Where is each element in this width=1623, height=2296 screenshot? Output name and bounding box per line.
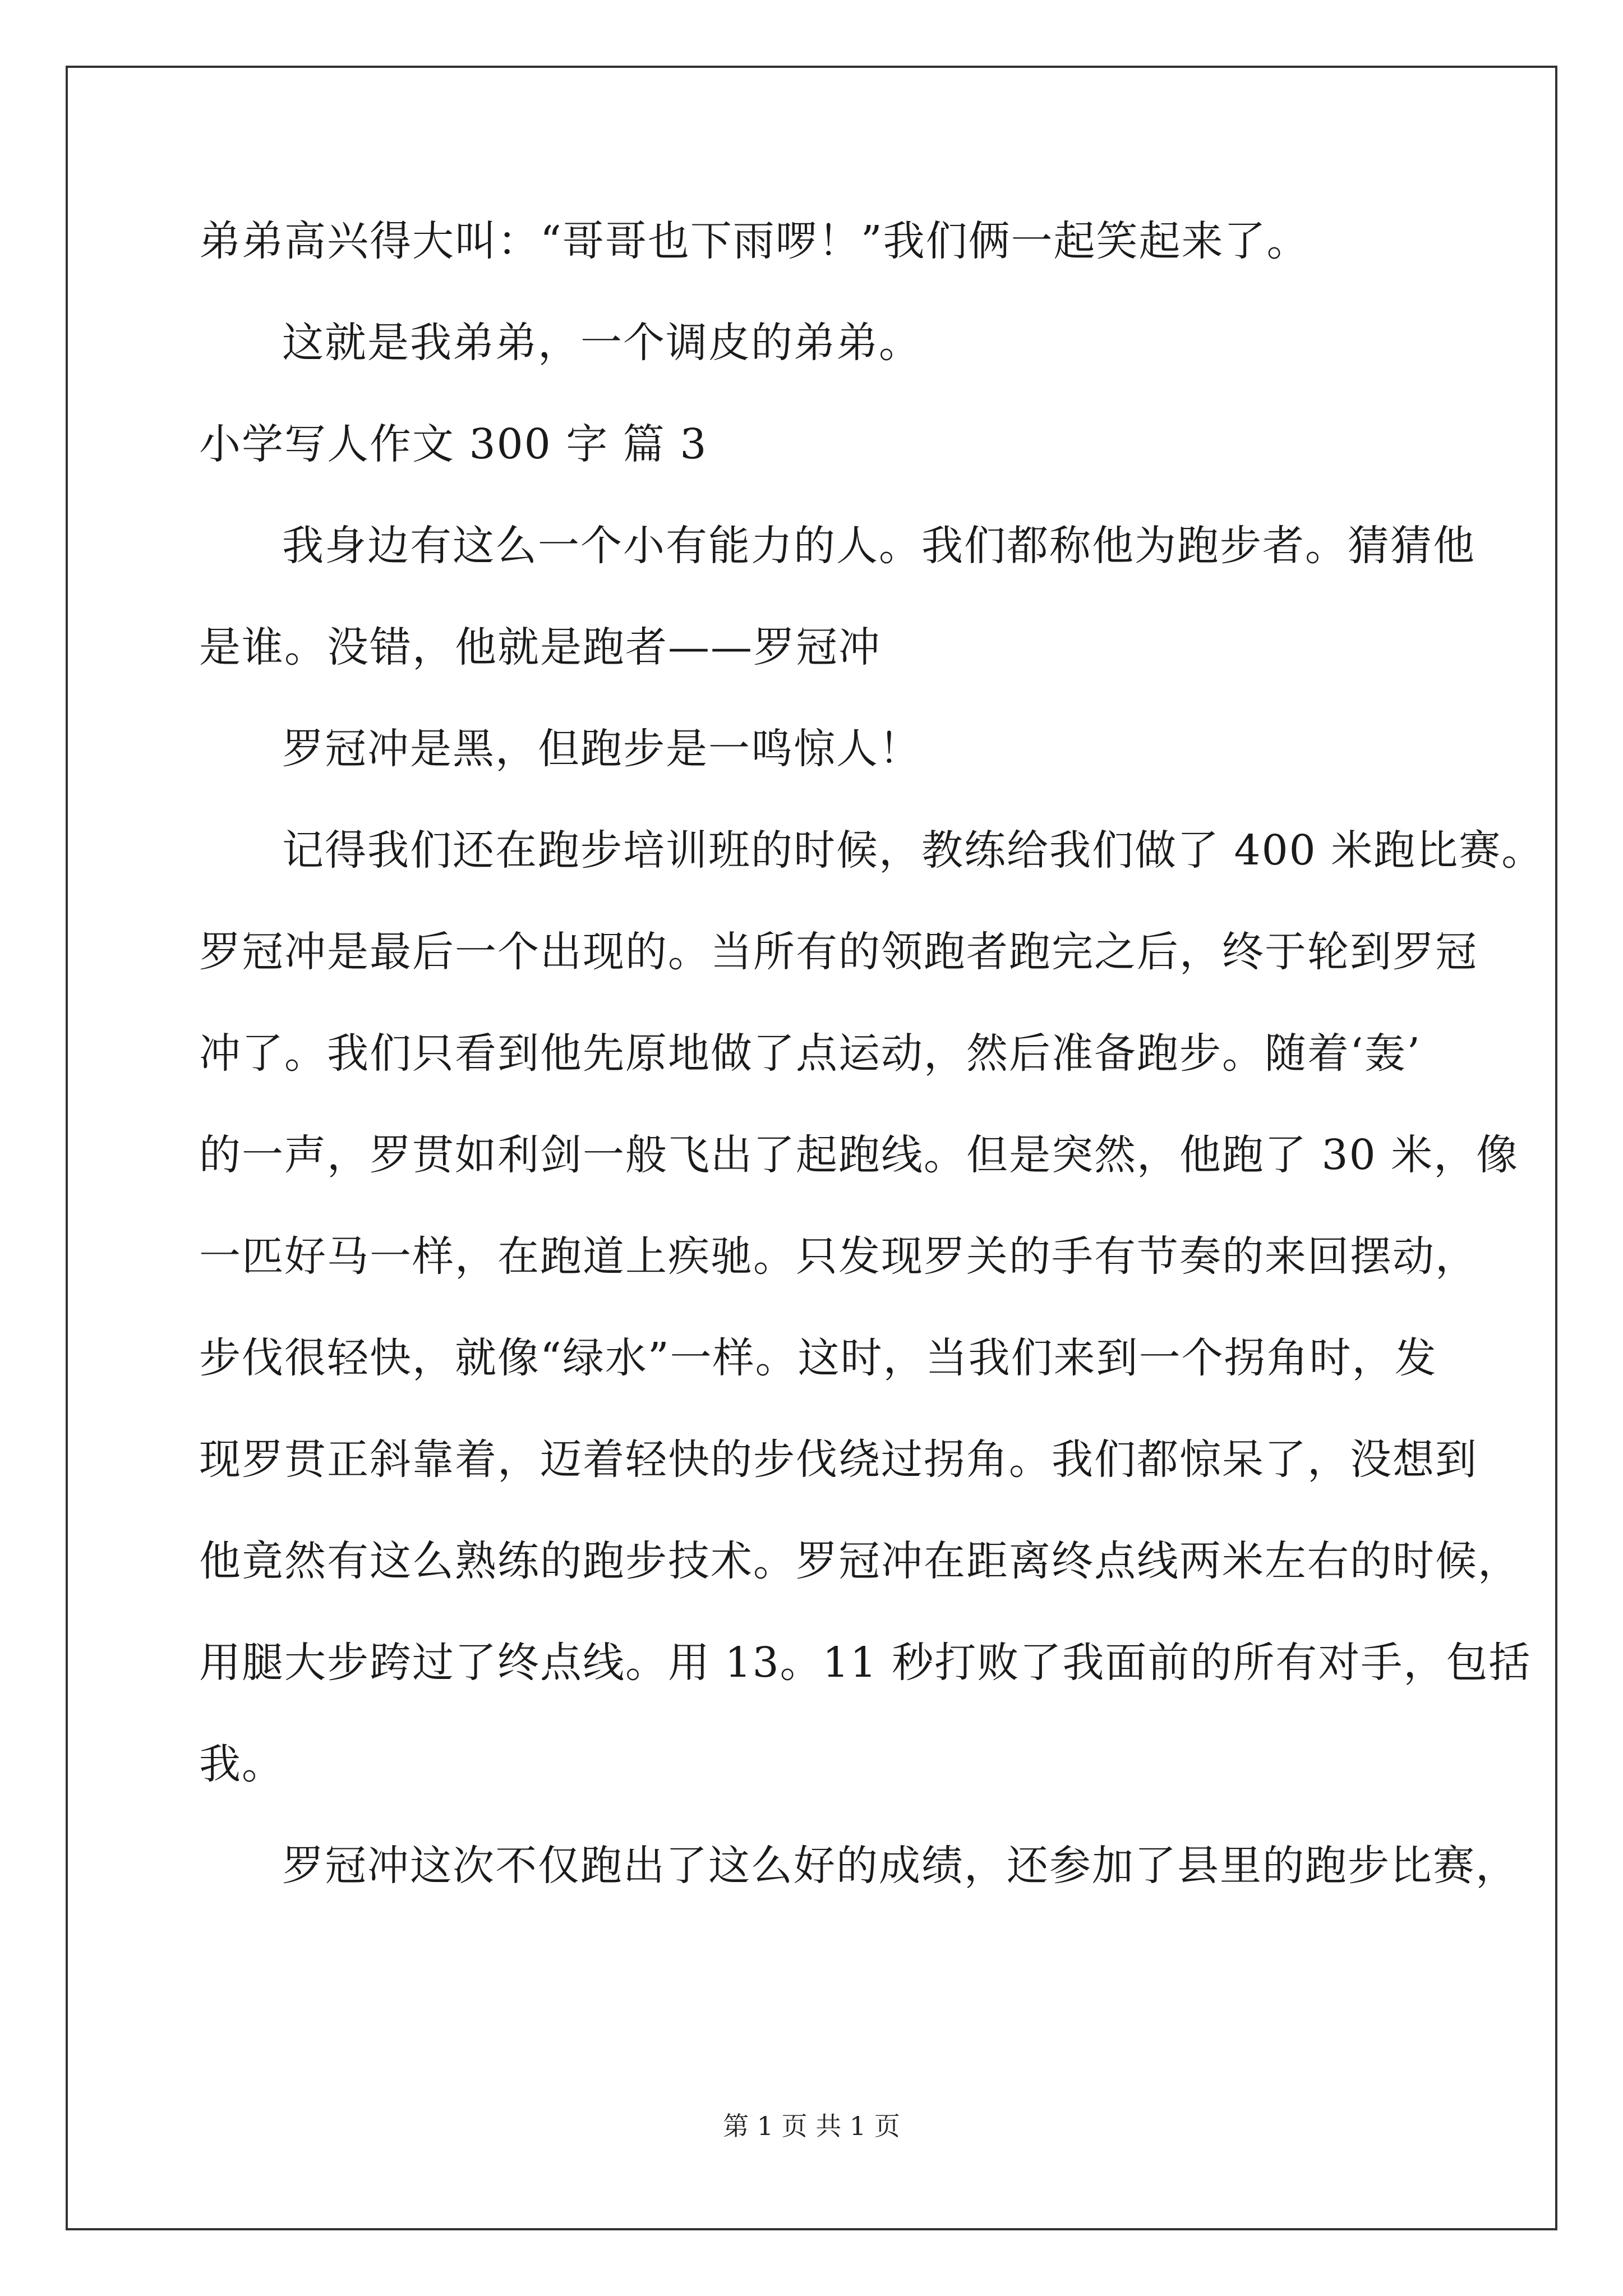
text-line: 记得我们还在跑步培训班的时候，教练给我们做了 400 米跑比赛。 [282,826,1544,875]
page-number: 第 1 页 共 1 页 [723,2111,900,2141]
section-heading: 小学写人作文 300 字 篇 3 [199,420,708,468]
text-line: 他竟然有这么熟练的跑步技术。罗冠冲在距离终点线两米左右的时候， [199,1537,1520,1585]
text-line: 我身边有这么一个小有能力的人。我们都称他为跑步者。猜猜他 [282,522,1476,570]
text-line: 是谁。没错，他就是跑者——罗冠冲 [199,623,881,671]
text-line: 用腿大步跨过了终点线。用 13。11 秒打败了我面前的所有对手，包括 [199,1639,1532,1687]
text-line: 冲了。我们只看到他先原地做了点运动，然后准备跑步。随着‘轰’ [199,1029,1422,1078]
text-line: 弟弟高兴得大叫：“哥哥也下雨啰！”我们俩一起笑起来了。 [199,217,1310,265]
text-line: 罗冠冲是黑，但跑步是一鸣惊人！ [282,725,921,773]
text-line: 的一声，罗贯如利剑一般飞出了起跑线。但是突然，他跑了 30 米，像 [199,1131,1519,1179]
text-line: 一匹好马一样，在跑道上疾驰。只发现罗关的手有节奏的来回摆动， [199,1232,1478,1281]
text-line: 这就是我弟弟，一个调皮的弟弟。 [282,319,921,367]
text-line: 我。 [199,1740,284,1788]
text-line: 现罗贯正斜靠着，迈着轻快的步伐绕过拐角。我们都惊呆了，没想到 [199,1435,1478,1484]
text-line: 罗冠冲是最后一个出现的。当所有的领跑者跑完之后，终于轮到罗冠 [199,928,1478,976]
text-line: 步伐很轻快，就像“绿水”一样。这时，当我们来到一个拐角时，发 [199,1334,1437,1382]
text-line: 罗冠冲这次不仅跑出了这么好的成绩，还参加了县里的跑步比赛， [282,1842,1518,1890]
